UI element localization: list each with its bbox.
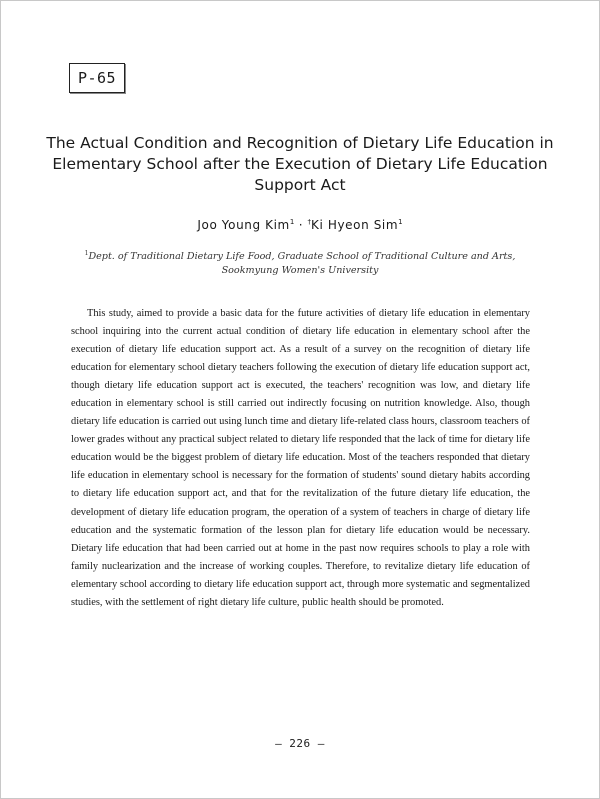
author-2-affil-mark: 1 (398, 218, 403, 226)
affiliation-line-2: Sookmyung Women's University (221, 265, 379, 277)
title-line-1: The Actual Condition and Recognition of Dietary Life Education in (46, 134, 554, 152)
author-1-name: Joo Young Kim (197, 218, 290, 232)
authors (40, 218, 560, 232)
page-number: – 226 – (275, 737, 325, 750)
affiliation-line-1 (40, 247, 560, 264)
poster-code: P-65 (69, 63, 125, 93)
affiliation (40, 247, 560, 278)
affiliation-dept: Dept. of Traditional Dietary Life Food, Graduate School of Traditional Culture and Arts, (88, 251, 516, 263)
paper-title (40, 133, 560, 196)
author-1-affil-mark: 1 (289, 218, 295, 226)
abstract-text: This study, aimed to provide a basic data for the future activities of dietary life education in elementary school inquiring into the current actual condition of dietary life education in elementary school after the execution of dietary life education support act. As a result of a survey on the recognition of dietary life education for elementary school dietary teachers following the execution of dietary life education support act, though dietary life education support act is executed, the teachers' recognition was low, and dietary life education in elementary school is still carried out indirectly focusing on nutrition knowledge. Also, though dietary life education is carried out using lunch time and dietary life-related class hours, classroom teachers of lower grades without any practical subject related to dietary life responded that the lack of time for dietary life education would be the biggest problem of dietary life education. Most of the teachers responded that dietary life education in elementary school is necessary for the formation of students' sound dietary habits according to dietary life education support act, and that for the revitalization of the future dietary life education, the development of dietary life education program, the operation of a system of teachers in charge of dietary life education and the systematic formation of the lesson plan for dietary life education would be necessary. Dietary life education that had been carried out at home in the past now requires schools to play a role with family nuclearization and the increase of working couples. Therefore, to revitalize dietary life education of elementary school according to dietary life education support act, through more systematic and segmentalized studies, with the settlement of right dietary life culture, public health should be promoted. (71, 308, 530, 608)
title-line-2: Elementary School after the Execution of Dietary Life Education (52, 155, 548, 173)
corresponding-author-mark: † (307, 218, 312, 226)
affiliation-mark: 1 (84, 250, 89, 257)
author-separator: · (294, 218, 308, 232)
title-line-3: Support Act (254, 176, 346, 194)
author-2-name: Ki Hyeon Sim (311, 218, 399, 232)
